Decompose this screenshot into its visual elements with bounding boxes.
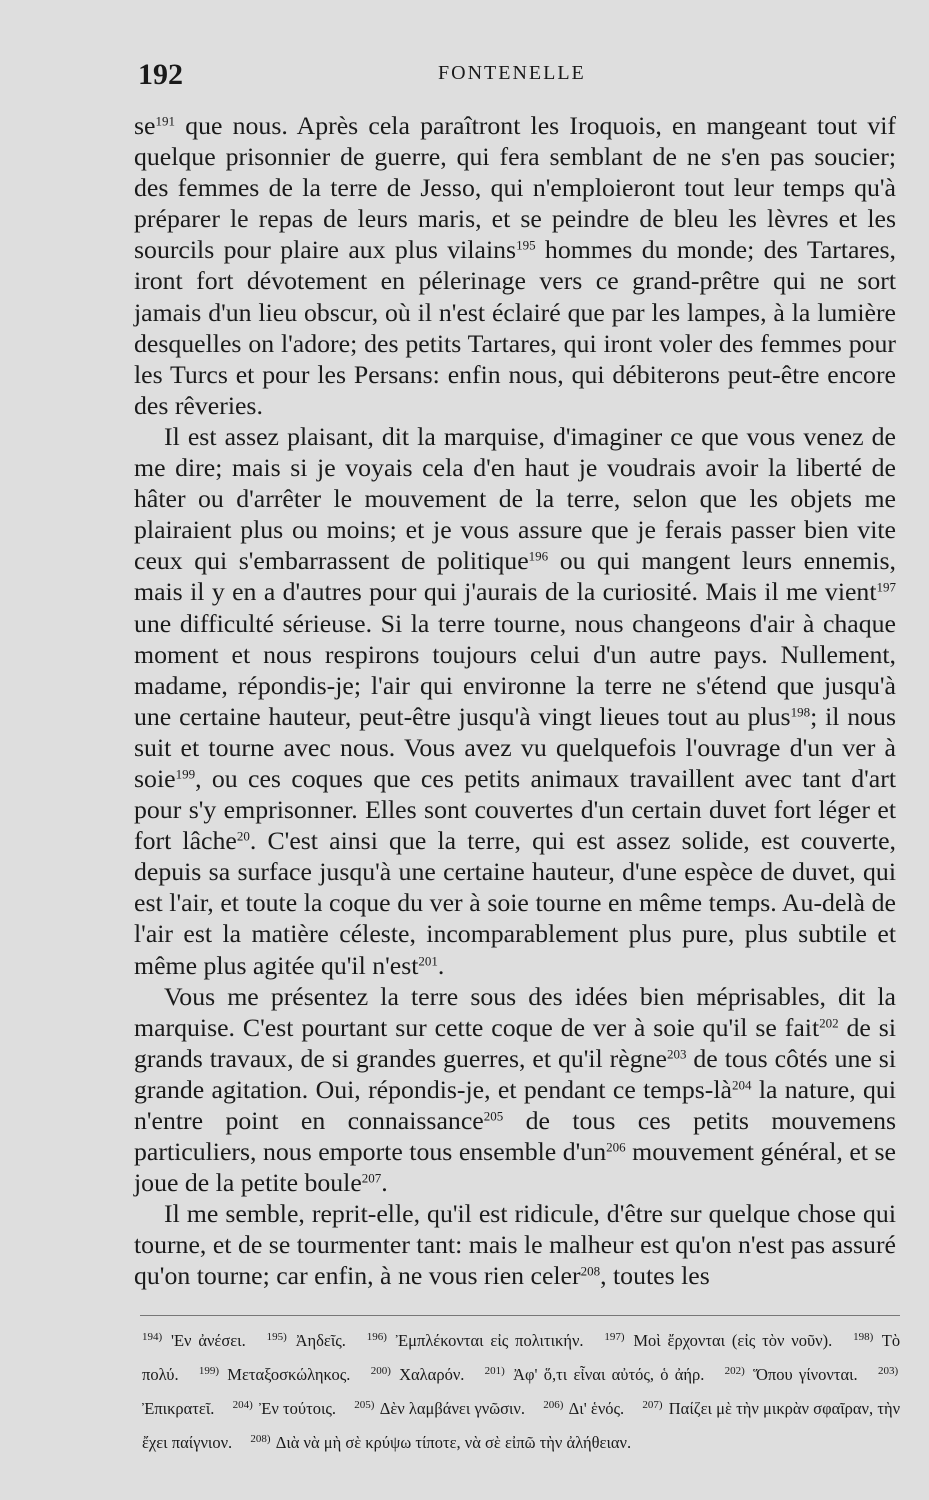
footnote-text: Μοὶ ἔρχονται (εἰς τὸν νοῦν). xyxy=(633,1331,833,1351)
text-run: Vous me présentez la terre sous des idées bien méprisables, dit la marquise. C'est pourtant sur cette coque de ver à soie qu'il se fait xyxy=(134,981,896,1042)
footnote-rule xyxy=(140,1315,900,1316)
footnote-text: Διὰ νὰ μὴ σὲ κρύψω τίποτε, νὰ σὲ εἰπῶ τὴν ἀλήθειαν. xyxy=(275,1433,632,1453)
footnote-text: Τὸ πολύ. xyxy=(142,1331,901,1385)
footnote xyxy=(367,1331,584,1350)
footnote-ref: 208 xyxy=(580,1264,601,1280)
footnote-ref: 197 xyxy=(876,579,896,595)
footnote-text: Ἀφ' ὅ,τι εἶναι αὐτός, ὁ ἀήρ. xyxy=(513,1365,705,1385)
footnote-ref: 207 xyxy=(361,1170,382,1186)
footnote-number: 197) xyxy=(604,1331,625,1343)
footnote xyxy=(485,1365,705,1384)
footnote-text: Παίζει μὲ τὴν μικρὰν σφαῖραν, τὴν ἔχει παίγνιον. xyxy=(142,1399,901,1453)
footnote-number: 201) xyxy=(484,1365,505,1378)
paragraph xyxy=(134,981,896,1199)
text-run: . xyxy=(437,950,445,980)
footnote-number: 204) xyxy=(232,1399,253,1412)
footnote xyxy=(142,1331,246,1350)
footnote-number: 202) xyxy=(724,1365,745,1378)
text-run: ou qui mangent leurs ennemis, mais il y en a d'autres pour qui j'aurais de la curiosité. Mais il me vient xyxy=(134,546,896,607)
footnote-ref: 191 xyxy=(155,113,175,129)
text-run: une difficulté sérieuse. Si la terre tourne, nous changeons d'air à chaque moment et nous respirons toujours celui d'un autre pays. Nullement, madame, répondis-je; l'air qui environne la terre ne s'étend que jusqu'à une certaine hauteur, peut-être jusqu'à vingt lieues tout au plus xyxy=(134,608,896,731)
footnote-text: Δι' ἑνός. xyxy=(568,1399,625,1419)
text-run: que nous. Après cela paraîtront les Iroquois, en mangeant tout vif quelque prisonnier de guerre, qui fera semblant de ne s'en pas soucier; des femmes de la terre de Jesso, qui n'emploieront tout leur temps qu'à préparer le repas de leurs maris, et se peindre de bleu les lèvres et les sourcils pour plaire aux plus vilains xyxy=(134,111,896,265)
text-run: de tous côtés une si grande agitation. Oui, répondis-je, et pendant ce temps-là xyxy=(134,1043,897,1104)
text-run: de tous ces petits mouvemens particuliers, nous emporte tous ensemble d'un xyxy=(134,1106,897,1167)
footnote-number: 208) xyxy=(250,1433,271,1446)
footnote-ref: 203 xyxy=(666,1046,687,1062)
footnote xyxy=(543,1399,624,1418)
footnote xyxy=(604,1331,832,1350)
text-run: mouvement général, et se joue de la petite boule xyxy=(134,1137,896,1198)
page-number: 192 xyxy=(138,58,183,91)
footnote-number: 206) xyxy=(543,1399,564,1412)
footnote xyxy=(250,1433,631,1452)
footnote xyxy=(371,1365,465,1384)
footnotes xyxy=(142,1322,900,1458)
footnote-text: 'Εν ἀνέσει. xyxy=(171,1331,246,1351)
text-run: , toutes les xyxy=(600,1261,710,1291)
paragraph xyxy=(134,421,896,981)
text-run: se xyxy=(134,111,156,140)
footnote-number: 205) xyxy=(354,1399,375,1412)
footnote-ref: 204 xyxy=(731,1077,752,1093)
text-run: la nature, qui n'entre point en connaissance xyxy=(134,1074,896,1135)
footnote-text: Μεταξοσκώληκος. xyxy=(227,1365,351,1385)
footnote-ref: 196 xyxy=(528,548,549,564)
main-text xyxy=(134,110,896,1292)
footnote-ref: 198 xyxy=(790,704,811,720)
footnote-text: Χαλαρόν. xyxy=(399,1365,465,1385)
footnote-text: Ἐν τούτοις. xyxy=(259,1399,337,1419)
paragraph xyxy=(134,1198,896,1291)
footnote-ref: 201 xyxy=(418,953,438,969)
running-head: FONTENELLE xyxy=(438,62,586,84)
footnote-text: Ὅπου γίνονται. xyxy=(753,1365,858,1385)
text-run: . C'est ainsi que la terre, qui est assez solide, est couverte, depuis sa surface jusqu'à une certaine hauteur, d'une espèce de duvet, qui est l'air, et toute la coque du ver à soie tourne en même temps. Au-delà de l'air est la matière céleste, incomparablement plus pure, plus subtile et même plus agitée qu'il n'est xyxy=(134,826,896,980)
text-run: Il me semble, reprit-elle, qu'il est ridicule, d'être sur quelque chose qui tourne, et de se tourmenter tant: mais le malheur est qu'on n'est pas assuré qu'on tourne; car enfin, à ne vous rien celer xyxy=(134,1199,896,1291)
text-run: Il est assez plaisant, dit la marquise, d'imaginer ce que vous venez de me dire; mais si je voyais cela d'en haut je voudrais avoir la liberté de hâter ou d'arrêter le mouvement de la terre, selon que les objets me plairaient plus ou moins; et je vous assure que je ferais passer bien vite ceux qui s'embarrassent de politique xyxy=(134,421,896,576)
text-run: . xyxy=(381,1168,388,1198)
paragraph xyxy=(134,110,896,421)
text-run: hommes du monde; des Tartares, iront fort dévotement en pélerinage vers ce grand-prêtre qui ne sort jamais d'un lieu obscur, où il n'est éclairé que par les lampes, à la lumière desquelles on l'adore; des petits Tartares, qui iront voler des femmes pour les Turcs et pour les Persans: enfin nous, qui débiterons peut-être encore des rêveries. xyxy=(134,235,897,420)
footnote-ref: 202 xyxy=(819,1015,839,1031)
footnote-number: 203) xyxy=(877,1365,899,1378)
footnote-text: Ἀηδεῖς. xyxy=(295,1331,346,1351)
footnote xyxy=(233,1399,336,1418)
footnote-ref: 195 xyxy=(516,237,536,253)
footnote-number: 207) xyxy=(642,1399,663,1412)
page-header xyxy=(138,58,889,94)
footnote-ref: 206 xyxy=(606,1139,626,1155)
text-run: de si grands travaux, de si grandes guerres, et qu'il règne xyxy=(134,1012,896,1073)
footnote xyxy=(354,1399,525,1418)
footnote xyxy=(267,1331,346,1350)
footnote-number: 199) xyxy=(198,1365,220,1378)
footnote-text: Ἐμπλέκονται εἰς πολιτικήν. xyxy=(395,1331,584,1351)
footnote-number: 200) xyxy=(370,1365,391,1378)
text-run: , ou ces coques que ces petits animaux travaillent avec tant d'art pour s'y emprisonner. Elles sont couvertes d'un certain duvet fort léger et fort lâche xyxy=(134,763,896,856)
footnote xyxy=(725,1365,858,1384)
footnote-number: 195) xyxy=(266,1331,287,1343)
footnote-ref: 20 xyxy=(236,828,250,844)
footnote-number: 198) xyxy=(853,1331,874,1343)
footnote-text: Ἐπικρατεῖ. xyxy=(142,1399,215,1419)
footnote-ref: 205 xyxy=(483,1108,504,1124)
footnote-number: 194) xyxy=(142,1331,163,1343)
footnote xyxy=(199,1365,351,1384)
footnote-ref: 199 xyxy=(175,766,196,782)
footnote-text: Δὲν λαμβάνει γνῶσιν. xyxy=(379,1399,525,1419)
footnote-number: 196) xyxy=(366,1331,387,1343)
text-run: ; il nous suit et tourne avec nous. Vous avez vu quelquefois l'ouvrage d'un ver à soie xyxy=(134,701,896,793)
